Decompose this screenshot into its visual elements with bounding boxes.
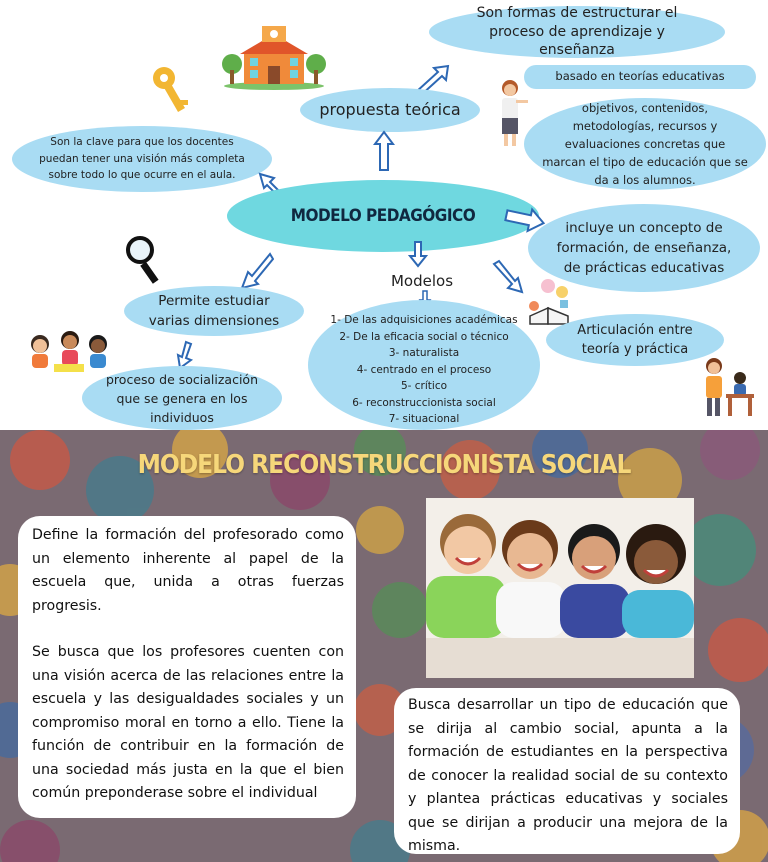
center-node: MODELO PEDAGÓGICO	[227, 180, 539, 252]
arrow-propuesta	[372, 130, 396, 172]
school-icon	[222, 26, 326, 90]
articulacion-bubble: Articulación entre teoría y práctica	[546, 314, 724, 366]
left-paragraph-2: Se busca que los profesores cuenten con una visión acerca de las relaciones entre la escuela y las desigualdades sociales y un compromiso moral en torno a ello. Tiene la función de contribuir en la formación de una sociedad más justa en la que el bien común preponderase sobre el individual	[32, 644, 344, 801]
right-text-card: Busca desarrollar un tipo de educación que se dirija al cambio social, apunta a la formación de estudiantes en la perspectiva de conocer la realidad social de su contexto y plantea prácticas educativas y sociales que se dirijan a producir una mejora de la misma.	[394, 688, 740, 854]
left-paragraph-1: Define la formación del profesorado como un elemento inherente al papel de la escuela que, unida a otras fuerzas progresis.	[32, 527, 344, 614]
proceso-bubble: proceso de socialización que se genera en los individuos	[82, 366, 282, 430]
magnifier-icon	[124, 234, 164, 286]
modelos-bubble	[308, 300, 540, 430]
children-photo	[426, 498, 694, 678]
key-icon	[150, 64, 194, 116]
arrow-to-articulacion	[490, 258, 526, 296]
modelo-item: 6- reconstruccionista social	[352, 396, 496, 409]
section-title: MODELO RECONSTRUCCIONISTA SOCIAL	[137, 450, 631, 480]
modelo-item: 4- centrado en el proceso	[356, 363, 492, 376]
permite-bubble: Permite estudiar varias dimensiones	[124, 286, 304, 336]
modelo-item: 3- naturalista	[388, 347, 460, 360]
left-text-card	[18, 516, 356, 818]
arrow-to-permite	[238, 250, 274, 290]
mindmap-section	[0, 0, 768, 430]
modelos-label: Modelos	[390, 272, 454, 290]
propuesta-bubble: propuesta teórica	[300, 88, 480, 132]
modelo-item: 2- De la eficacia social o técnico	[339, 330, 509, 343]
incluye-bubble: incluye un concepto de formación, de enseñanza, de prácticas educativas	[528, 204, 760, 292]
clave-bubble: Son la clave para que los docentes puedan tener una visión más completa sobre todo lo que ocurre en el aula.	[12, 126, 272, 192]
basado-bubble: basado en teorías educativas	[524, 65, 756, 89]
modelo-item: 1- De las adquisiciones académicas	[330, 314, 518, 327]
arrow-to-modelos	[408, 240, 428, 268]
modelo-item: 5- crítico	[400, 380, 448, 393]
teacher-student-icon	[700, 356, 756, 420]
objetivos-bubble: objetivos, contenidos, metodologías, recursos y evaluaciones concretas que marcan el tipo de educación que se da a los alumnos.	[524, 98, 766, 190]
reconstruccionista-section	[0, 430, 768, 862]
modelo-item: 7- situacional	[388, 413, 460, 426]
definition-bubble: Son formas de estructurar el proceso de aprendizaje y enseñanza	[429, 6, 725, 58]
